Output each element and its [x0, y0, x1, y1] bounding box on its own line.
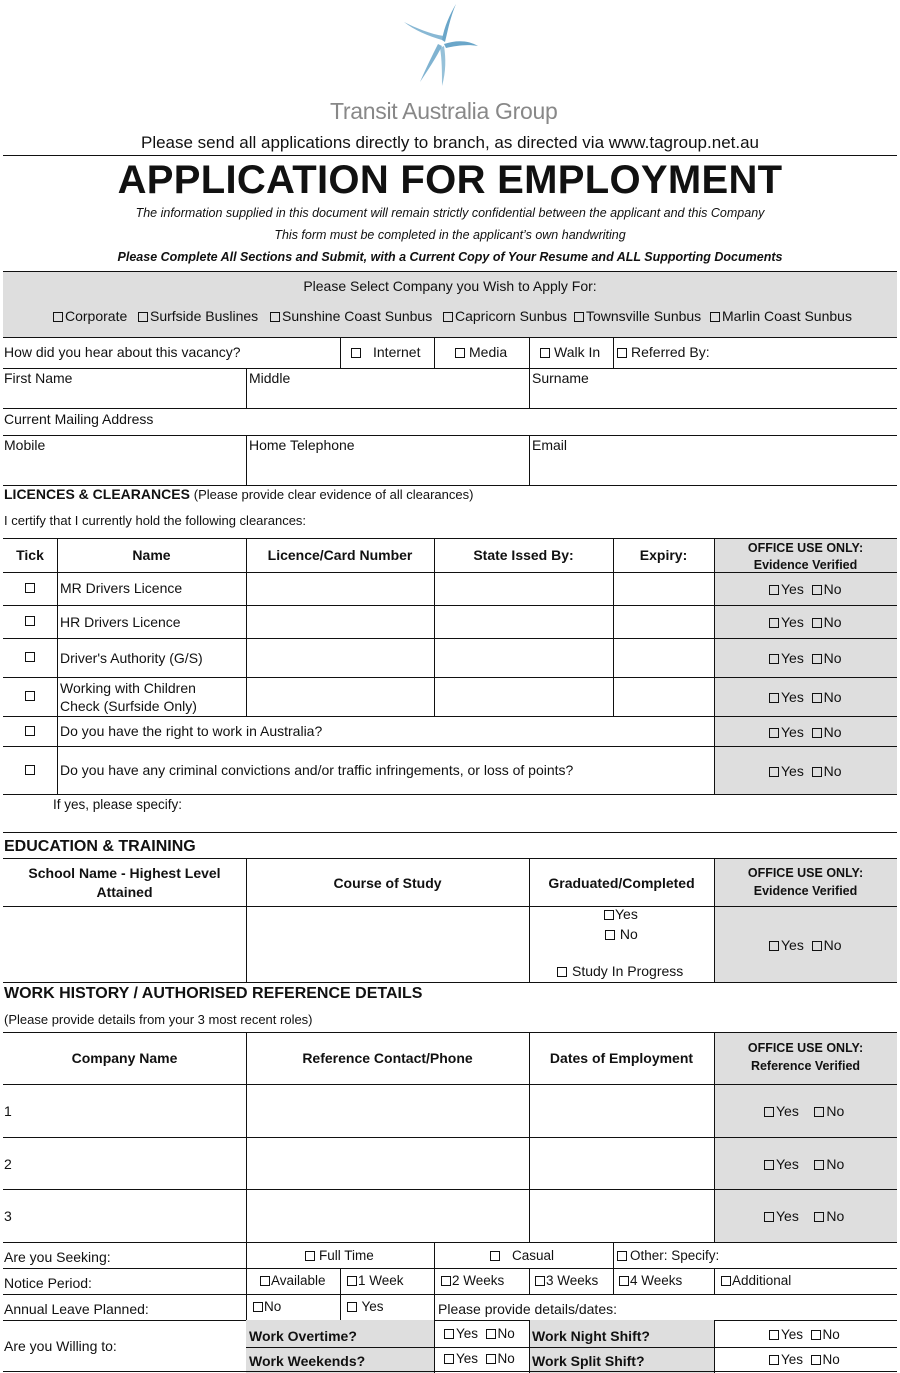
work-row-number: 2: [4, 1156, 12, 1172]
page-title: APPLICATION FOR EMPLOYMENT: [117, 158, 783, 202]
work-history-note: (Please provide details from your 3 most recent roles): [4, 1012, 313, 1027]
company-option-capricorn[interactable]: Capricorn Sunbus: [443, 308, 567, 324]
notice-period-label: Notice Period:: [4, 1275, 92, 1291]
verified-yes-no[interactable]: Yes No: [769, 763, 842, 779]
tick-checkbox[interactable]: [25, 616, 35, 626]
col-school-name-cont: Attained: [96, 884, 153, 900]
right-to-work-question: Do you have the right to work in Australia?: [60, 723, 323, 739]
tick-checkbox[interactable]: [25, 726, 35, 736]
col-school-name: School Name - Highest Level: [28, 865, 221, 881]
evidence-verified-header: Evidence Verified: [753, 884, 858, 898]
email-field[interactable]: Email: [532, 437, 568, 453]
company-logo-text: Transit Australia Group: [330, 98, 558, 124]
vacancy-media-checkbox[interactable]: Media: [455, 344, 507, 360]
star-logo-icon: [398, 2, 482, 86]
col-company-name: Company Name: [71, 1050, 178, 1066]
study-in-progress-checkbox[interactable]: Study In Progress: [557, 963, 683, 979]
surname-field[interactable]: Surname: [532, 370, 589, 386]
office-use-header: OFFICE USE ONLY:: [747, 866, 864, 880]
company-option-marlin-coast[interactable]: Marlin Coast Sunbus: [710, 308, 852, 324]
confidentiality-note: The information supplied in this document will remain strictly confidential between the applicant and this Company: [135, 206, 765, 220]
licences-heading: LICENCES & CLEARANCES (Please provide clear evidence of all clearances): [4, 486, 474, 502]
company-option-sunshine-coast[interactable]: Sunshine Coast Sunbus: [270, 308, 432, 324]
seeking-label: Are you Seeking:: [4, 1249, 111, 1265]
notice-2-weeks-checkbox[interactable]: 2 Weeks: [441, 1273, 504, 1288]
col-expiry: Expiry:: [639, 547, 688, 563]
notice-additional-checkbox[interactable]: Additional: [721, 1273, 791, 1288]
tick-checkbox[interactable]: [25, 652, 35, 662]
tick-checkbox[interactable]: [25, 765, 35, 775]
verified-yes-no[interactable]: Yes No: [769, 650, 842, 666]
col-dates: Dates of Employment: [549, 1050, 694, 1066]
leave-yes-checkbox[interactable]: Yes: [347, 1299, 384, 1314]
overtime-yes-no[interactable]: Yes No: [444, 1326, 515, 1341]
leave-no-checkbox[interactable]: No: [253, 1299, 281, 1314]
mailing-address-field[interactable]: Current Mailing Address: [4, 411, 154, 427]
col-licence-number: Licence/Card Number: [267, 547, 413, 563]
other-specify-checkbox[interactable]: Other: Specify:: [617, 1248, 719, 1263]
vacancy-referred-checkbox[interactable]: Referred By:: [617, 344, 710, 360]
work-row-number: 1: [4, 1103, 12, 1119]
tick-checkbox[interactable]: [25, 583, 35, 593]
graduated-no-checkbox[interactable]: No: [605, 926, 638, 942]
licence-name: Working with Children: [60, 680, 196, 696]
vacancy-internet-checkbox[interactable]: Internet: [351, 344, 420, 360]
company-select-prompt: Please Select Company you Wish to Apply For:: [303, 278, 597, 294]
col-state-issued: State Issed By:: [473, 547, 574, 563]
convictions-question: Do you have any criminal convictions and/or traffic infringements, or loss of points?: [60, 762, 574, 778]
casual-checkbox[interactable]: Casual: [490, 1248, 554, 1263]
col-name: Name: [132, 547, 171, 563]
middle-name-field[interactable]: Middle: [249, 370, 291, 386]
notice-3-weeks-checkbox[interactable]: 3 Weeks: [535, 1273, 598, 1288]
licence-name: HR Drivers Licence: [60, 614, 181, 630]
handwriting-note: This form must be completed in the applicant’s own handwriting: [274, 228, 626, 242]
notice-4-weeks-checkbox[interactable]: 4 Weeks: [619, 1273, 682, 1288]
notice-1-week-checkbox[interactable]: 1 Week: [347, 1273, 404, 1288]
first-name-field[interactable]: First Name: [4, 370, 73, 386]
reference-verified-yes-no[interactable]: Yes No: [764, 1156, 844, 1172]
col-graduated: Graduated/Completed: [548, 875, 695, 891]
reference-verified-header: Reference Verified: [750, 1059, 861, 1073]
work-history-heading: WORK HISTORY / AUTHORISED REFERENCE DETAILS: [4, 985, 423, 1002]
col-reference-contact: Reference Contact/Phone: [302, 1050, 473, 1066]
office-use-header: OFFICE USE ONLY:: [747, 1041, 864, 1055]
verified-yes-no[interactable]: Yes No: [769, 724, 842, 740]
col-course: Course of Study: [333, 875, 442, 891]
evidence-verified-header: Evidence Verified: [753, 558, 858, 572]
vacancy-question: How did you hear about this vacancy?: [4, 344, 241, 360]
if-yes-specify-field[interactable]: If yes, please specify:: [53, 797, 183, 812]
company-option-corporate[interactable]: Corporate: [53, 308, 127, 324]
work-weekends-label: Work Weekends?: [249, 1353, 366, 1369]
home-telephone-field[interactable]: Home Telephone: [249, 437, 355, 453]
verified-yes-no[interactable]: Yes No: [769, 614, 842, 630]
licence-name: Driver's Authority (G/S): [60, 650, 203, 666]
reference-verified-yes-no[interactable]: Yes No: [764, 1103, 844, 1119]
certify-statement: I certify that I currently hold the following clearances:: [4, 513, 307, 528]
night-shift-yes-no[interactable]: Yes No: [769, 1327, 840, 1342]
split-shift-yes-no[interactable]: Yes No: [769, 1352, 840, 1367]
work-split-shift-label: Work Split Shift?: [532, 1353, 645, 1369]
office-use-header: OFFICE USE ONLY:: [747, 541, 864, 555]
work-row-number: 3: [4, 1208, 12, 1224]
submission-instructions: Please send all applications directly to branch, as directed via www.tagroup.net.au: [140, 133, 760, 152]
willing-label: Are you Willing to:: [4, 1338, 117, 1354]
company-option-townsville[interactable]: Townsville Sunbus: [574, 308, 701, 324]
work-overtime-label: Work Overtime?: [249, 1328, 357, 1344]
graduated-yes-checkbox[interactable]: Yes: [604, 906, 638, 922]
submit-instructions: Please Complete All Sections and Submit, with a Current Copy of Your Resume and ALL Supporting Documents: [117, 250, 783, 264]
verified-yes-no[interactable]: Yes No: [769, 689, 842, 705]
company-option-surfside[interactable]: Surfside Buslines: [138, 308, 258, 324]
weekends-yes-no[interactable]: Yes No: [444, 1351, 515, 1366]
full-time-checkbox[interactable]: Full Time: [305, 1248, 374, 1263]
notice-available-checkbox[interactable]: Available: [260, 1273, 326, 1288]
licence-name: MR Drivers Licence: [60, 580, 183, 596]
vacancy-walkin-checkbox[interactable]: Walk In: [540, 344, 600, 360]
leave-details-field[interactable]: Please provide details/dates:: [438, 1301, 617, 1317]
licence-name-cont: Check (Surfside Only): [60, 698, 197, 714]
work-night-shift-label: Work Night Shift?: [532, 1328, 650, 1344]
col-tick: Tick: [16, 547, 44, 563]
verified-yes-no[interactable]: Yes No: [769, 581, 842, 597]
mobile-field[interactable]: Mobile: [4, 437, 46, 453]
reference-verified-yes-no[interactable]: Yes No: [764, 1208, 844, 1224]
verified-yes-no[interactable]: Yes No: [769, 937, 842, 953]
annual-leave-label: Annual Leave Planned:: [4, 1301, 149, 1317]
education-heading: EDUCATION & TRAINING: [4, 838, 196, 855]
tick-checkbox[interactable]: [25, 691, 35, 701]
